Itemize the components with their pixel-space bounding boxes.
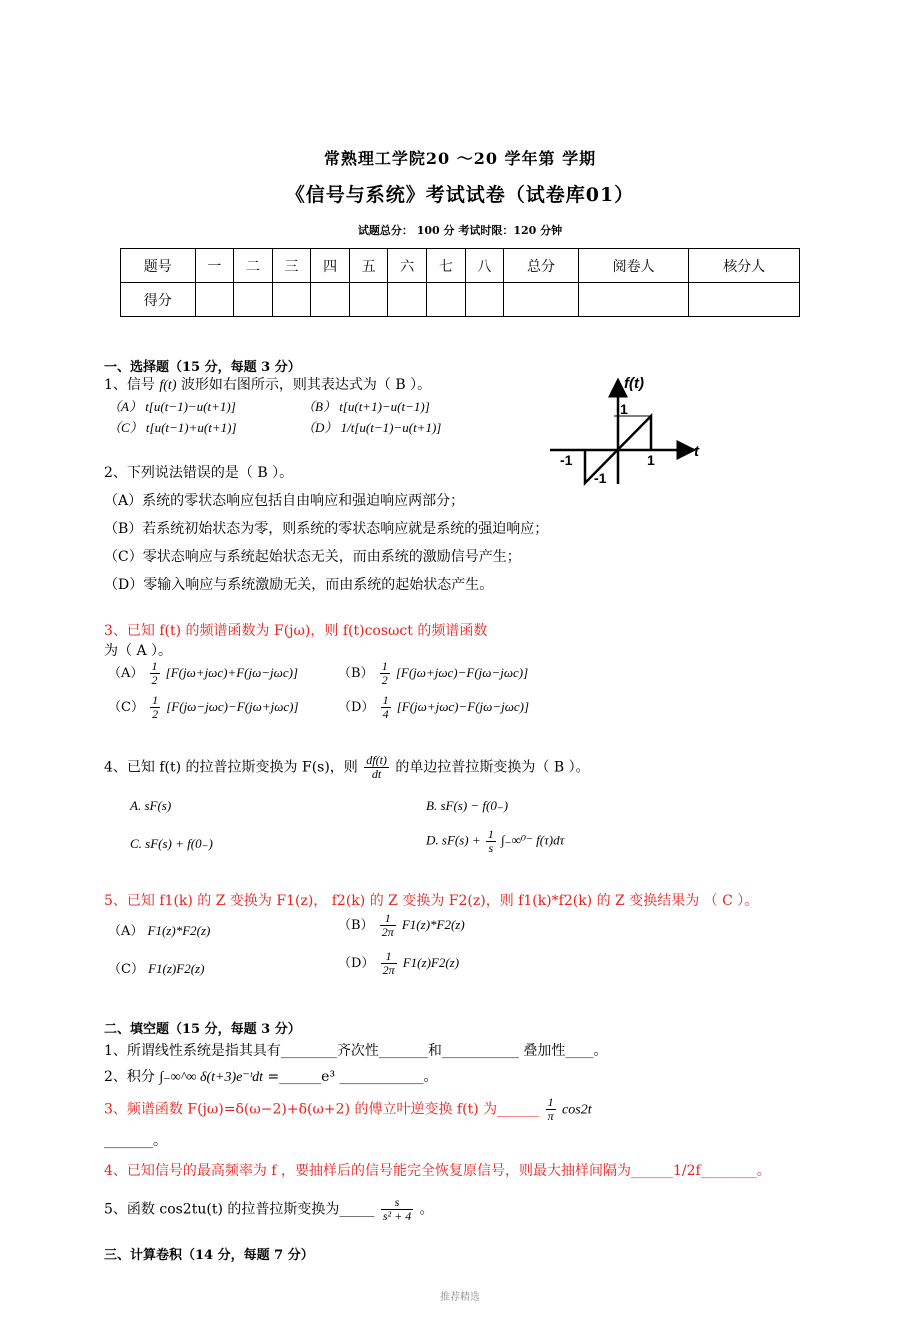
score-cell: 二 [234, 249, 273, 283]
score-table-header-row [121, 249, 800, 283]
score-input-cell[interactable] [234, 283, 273, 317]
x-tick-neg1: -1 [560, 452, 573, 468]
y-tick-neg1: -1 [594, 470, 607, 486]
fill-q3-pre: 3、频谱函数 F(jω)=δ(ω−2)+δ(ω+2) 的傅立叶逆变换 f(t) 为______ [104, 1101, 540, 1118]
q1-option-a: （A） t[u(t−1)−u(t+1)] [108, 399, 236, 414]
fill-q2-post: =______e³ ____________。 [267, 1069, 438, 1085]
option-expr: [F(jω+jωc)−F(jω−jωc)] [396, 699, 530, 714]
q4-text-post: 的单边拉普拉斯变换为（ B ）。 [395, 759, 590, 776]
score-cell: 八 [465, 249, 504, 283]
score-cell: 题号 [121, 249, 196, 283]
option-label: （B） [338, 918, 374, 933]
fraction: $\frac{1}{2}$ [381, 659, 388, 687]
score-table [120, 248, 800, 317]
q1-option-b: （B） t[u(t+1)−u(t−1)] [302, 399, 430, 414]
page-footer: 推荐精选 [440, 1292, 480, 1303]
score-input-cell[interactable] [349, 283, 388, 317]
option-label: （A） [108, 666, 144, 681]
section1-heading: 一、选择题（15 分，每题 3 分） [104, 360, 301, 375]
exam-info: 试题总分： 100 分 考试时限：120 分钟 [357, 224, 563, 237]
score-cell: 七 [427, 249, 466, 283]
score-cell: 三 [272, 249, 311, 283]
q1-text [104, 374, 431, 394]
q1-text-pre: 1、信号 [104, 377, 155, 393]
score-input-cell[interactable] [311, 283, 350, 317]
q4-option-c: C. sF(s) + f(0₋) [130, 836, 213, 851]
q2-option-c: （C）零状态响应与系统起始状态无关，而由系统的激励信号产生； [104, 549, 521, 565]
fill-q3-fraction: $\frac{1}{\pi}$ [547, 1095, 554, 1123]
waveform-figure [546, 372, 706, 488]
q3-text: 3、已知 f(t) 的频谱函数为 F(jω)，则 f(t)cosωct 的频谱函数 [104, 623, 488, 639]
q1-option-c: （C） t[u(t−1)+u(t+1)] [108, 420, 237, 435]
q4-option-d-pre: D. sF(s) + [426, 832, 481, 848]
score-input-cell[interactable] [689, 283, 800, 317]
option-expr: [F(jω+jωc)+F(jω−jωc)] [165, 665, 299, 680]
fill-q5 [104, 1196, 434, 1223]
x-tick-pos1: 1 [647, 452, 655, 468]
q4-option-d [426, 828, 564, 855]
fill-q3-post: cos2t [562, 1102, 592, 1118]
fill-q2 [104, 1066, 438, 1086]
fill-q2-pre: 2、积分 [104, 1069, 155, 1085]
q1-text-post: 波形如右图所示，则其表达式为（ B ）。 [180, 377, 432, 393]
option-label: （B） [338, 666, 374, 681]
q4-option-d-post: ∫₋∞⁰⁻ f(τ)dτ [501, 832, 565, 848]
q5-text: 5、已知 f1(k) 的 Z 变换为 F1(z)， f2(k) 的 Z 变换为 F2(z)，则 f1(k)*f2(k) 的 Z 变换结果为 （ C ）。 [104, 893, 759, 909]
section2-heading: 二、填空题（15 分，每题 3 分） [104, 1022, 301, 1037]
score-input-cell[interactable] [388, 283, 427, 317]
option-label: （C） [108, 700, 144, 715]
fill-q1: 1、所谓线性系统是指其具有________齐次性_______和___________ 叠加性____。 [104, 1043, 608, 1059]
q3-text2: 为（ A ）。 [104, 643, 173, 659]
score-cell: 六 [388, 249, 427, 283]
score-input-cell[interactable] [504, 283, 579, 317]
score-input-cell[interactable] [195, 283, 234, 317]
option-expr: F1(z)*F2(z) [147, 923, 211, 938]
score-input-cell[interactable] [427, 283, 466, 317]
q4-option-a: A. sF(s) [130, 798, 172, 813]
exam-title: 《信号与系统》考试试卷（试卷库01） [285, 184, 635, 206]
score-cell: 一 [195, 249, 234, 283]
option-label: （C） [108, 962, 144, 977]
option-label: （D） [338, 956, 375, 971]
q2-option-b: （B）若系统初始状态为零，则系统的零状态响应就是系统的强迫响应； [104, 521, 549, 537]
score-input-cell[interactable] [272, 283, 311, 317]
score-cell: 四 [311, 249, 350, 283]
option-expr: F1(z)F2(z) [402, 955, 460, 970]
q3-option-b [338, 660, 528, 687]
fill-q5-pre: 5、函数 cos2tu(t) 的拉普拉斯变换为_____ [104, 1201, 375, 1218]
score-input-cell[interactable] [578, 283, 689, 317]
q4-text-pre: 4、已知 f(t) 的拉普拉斯变换为 F(s)，则 [104, 759, 358, 776]
fraction: $\frac{1}{4}$ [382, 693, 389, 721]
q3-option-d [338, 694, 529, 721]
fill-q5-post: 。 [419, 1201, 434, 1218]
option-expr: F1(z)*F2(z) [401, 917, 465, 932]
score-cell: 五 [349, 249, 388, 283]
score-input-cell[interactable] [465, 283, 504, 317]
fraction: $\frac{1}{2}$ [151, 659, 158, 687]
score-table-score-row [121, 283, 800, 317]
fill-q3-line2: _______。 [104, 1133, 167, 1149]
q5-option-a [108, 920, 210, 939]
q4-fraction: $\frac{df(t)}{dt}$ [366, 753, 387, 781]
q3-option-a [108, 660, 298, 687]
y-axis-label: f(t) [624, 375, 644, 392]
score-cell: 阅卷人 [578, 249, 689, 283]
x-axis-label: t [694, 443, 699, 460]
fill-q5-fraction: $\frac{s}{\text{s² + 4}}$ [382, 1195, 412, 1223]
q5-option-c [108, 958, 204, 977]
q2-option-d: （D）零输入响应与系统激励无关，而由系统的起始状态产生。 [104, 577, 494, 593]
q4-option-d-fraction: $\frac{1}{s}$ [487, 827, 494, 855]
section3-heading: 三、计算卷积（14 分，每题 7 分） [104, 1248, 314, 1263]
q2-text: 2、下列说法错误的是（ B ）。 [104, 465, 294, 481]
q2-option-a: （A）系统的零状态响应包括自由响应和强迫响应两部分； [104, 493, 465, 509]
option-label: （D） [338, 700, 375, 715]
q5-option-d [338, 950, 459, 977]
q5-option-b [338, 912, 465, 939]
fill-q4: 4、已知信号的最高频率为 f ，要抽样后的信号能完全恢复原信号，则最大抽样间隔为______1/2f________。 [104, 1163, 771, 1179]
fraction: $\frac{1}{2}$ [152, 693, 159, 721]
score-cell: 核分人 [689, 249, 800, 283]
q3-option-c [108, 694, 299, 721]
q1-option-d: （D） 1/t[u(t−1)−u(t+1)] [302, 420, 442, 435]
fill-q2-expr: ∫₋∞^∞ δ(t+3)e⁻ᵗdt [159, 1070, 263, 1085]
option-expr: [F(jω−jωc)−F(jω+jωc)] [166, 699, 299, 714]
option-expr: F1(z)F2(z) [148, 961, 205, 976]
fill-q3 [104, 1096, 592, 1123]
q4-option-b: B. sF(s) − f(0₋) [426, 798, 509, 813]
fraction: $\frac{1}{2\pi}$ [381, 911, 394, 939]
fraction: $\frac{1}{2\pi}$ [382, 949, 395, 977]
score-cell: 总分 [504, 249, 579, 283]
q4-text [104, 754, 590, 781]
q1-ft: f(t) [159, 378, 177, 393]
y-tick-pos1: 1 [620, 401, 628, 417]
school-term-title: 常熟理工学院20 ～20 学年第 学期 [323, 149, 597, 168]
option-expr: [F(jω+jωc)−F(jω−jωc)] [395, 665, 529, 680]
score-row-label: 得分 [121, 283, 196, 317]
option-label: （A） [108, 924, 144, 939]
